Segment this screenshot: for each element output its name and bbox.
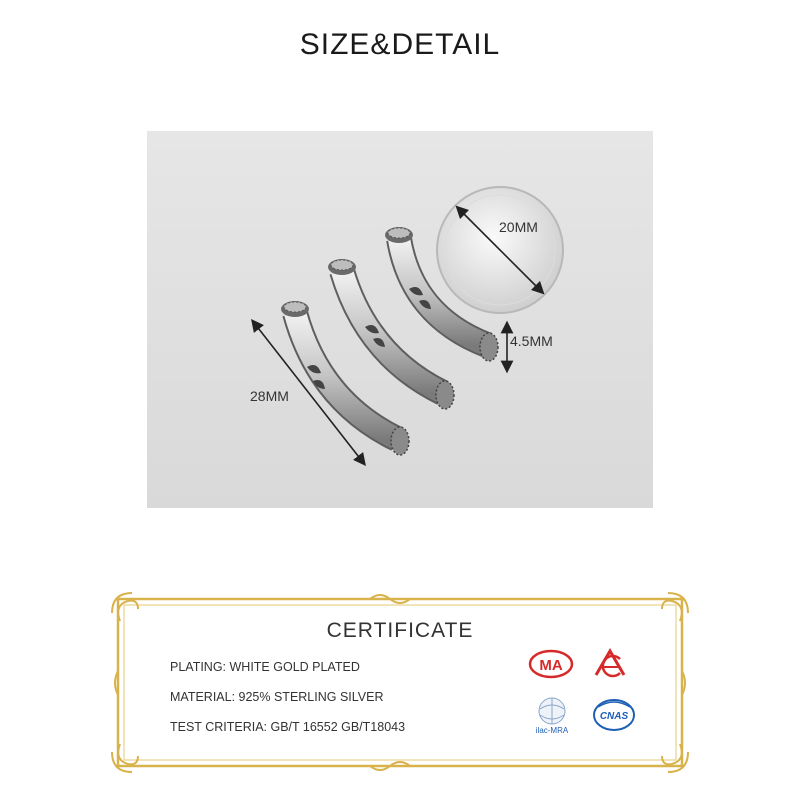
test-criteria-line: TEST CRITERIA: GB/T 16552 GB/T18043: [170, 720, 406, 734]
height-label: 4.5MM: [510, 333, 553, 349]
bead-1: [281, 301, 409, 455]
material-line: MATERIAL: 925% STERLING SILVER: [170, 690, 384, 704]
cal-logo-icon: [590, 647, 630, 681]
length-label: 28MM: [250, 388, 289, 404]
page-title: SIZE&DETAIL: [299, 28, 501, 61]
svg-text:CNAS: CNAS: [599, 711, 629, 722]
svg-text:MA: MA: [539, 657, 563, 674]
certificate-title: CERTIFICATE: [326, 619, 474, 642]
certificate-panel: [110, 591, 690, 774]
plating-line: PLATING: WHITE GOLD PLATED: [170, 660, 360, 674]
coin-diameter-label: 20MM: [499, 219, 538, 235]
svg-text:ilac-MRA: ilac-MRA: [535, 726, 569, 735]
ilac-mra-logo-icon: [530, 695, 574, 735]
cnas-logo-icon: [592, 697, 636, 733]
product-photo: [147, 131, 653, 508]
cma-logo-icon: [528, 649, 574, 679]
